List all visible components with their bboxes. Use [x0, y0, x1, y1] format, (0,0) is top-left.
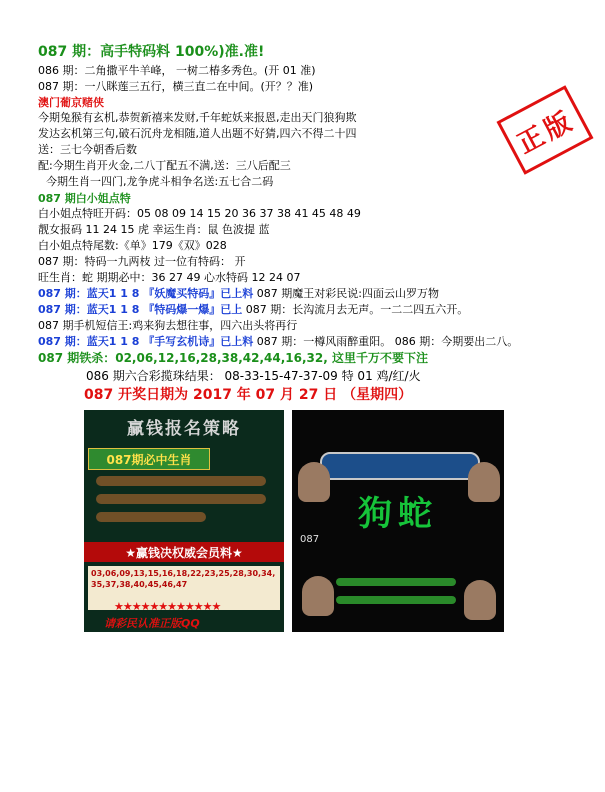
white-line-5: 旺生肖：蛇 期期必中：36 27 49 心水特码 12 24 07: [38, 271, 301, 284]
macau-line-2: 发达玄机第三句,破石沉舟龙相随,道人出题不好猜,四六不得二十四: [38, 127, 357, 140]
mixed-line-2: [38, 303, 468, 317]
line-087-poem: 087 期：一八眯莲三五行，横三直二在中间。(开？？准): [38, 80, 314, 93]
mixed-line-2-black: 087 期：长沟流月去无声。一二二四五六开。: [242, 303, 469, 316]
sms-line: 087 期手机短信王:鸡来狗去想往事，四六出头将再行: [38, 319, 298, 332]
white-line-4: 087 期：特码一九两枝 过一位有特码： 开: [38, 255, 246, 268]
mixed-line-2-blue: 087 期：蓝天1 1 8 『特码爆一爆』已上: [38, 303, 243, 316]
macau-line-1: 今期兔猴有玄机,恭贺新禧来发财,千年蛇妖来报恩,走出天门狼狗欺: [38, 111, 357, 124]
macau-line-4: 配:今期生肖开火金,二八丁配五不满,送：三八后配三: [38, 159, 291, 172]
portrait-image: [302, 576, 334, 616]
page-title: 087 期：高手特码料 100%)准.准!: [38, 44, 265, 60]
kill-line: 087 期铁杀：02,06,12,16,28,38,42,44,16,32, 这里千万不要下注: [38, 351, 428, 365]
banner-left-green-box: 087期必中生肖: [88, 448, 210, 470]
handwriting-decoration: [336, 578, 456, 586]
mixed-line-1-black: 087 期魔王对彩民说:四面云山罗万物: [253, 287, 439, 300]
banner-left-numbers: 03,06,09,13,15,16,18,22,23,25,28,30,34,35,37,38,40,45,46,47: [88, 566, 280, 610]
result-line: 086 期六合彩揽珠结果： 08-33-15-47-37-09 特 01 鸡/红/火: [86, 369, 421, 383]
mixed-line-1: [38, 287, 439, 301]
banner-left-stars: ★★★★★★★★★★★★: [114, 600, 221, 613]
white-line-1: 白小姐点特旺开码：05 08 09 14 15 20 36 37 38 41 45 48 49: [38, 207, 361, 220]
mixed-line-4-black: 087 期：一樽风雨醉重阳。 086 期：今期要出二八。: [253, 335, 519, 348]
banner-left-bottom: 请彩民认准正版QQ: [104, 617, 200, 630]
banner-right: [292, 410, 504, 632]
handwriting-decoration: [336, 596, 456, 604]
white-header: 087 期白小姐点特: [38, 192, 131, 205]
macau-line-5: 今期生肖一四门,龙争虎斗相争名送:五七合二码: [46, 175, 274, 188]
mixed-line-4: [38, 335, 518, 349]
banner-left-title: 赢钱报名策略: [127, 419, 241, 439]
handwriting-decoration: [96, 512, 206, 522]
banner-right-top-badge: [320, 452, 480, 480]
handwriting-decoration: [96, 494, 266, 504]
draw-date: 087 开奖日期为 2017 年 07 月 27 日 （星期四）: [84, 387, 413, 403]
mixed-line-1-blue: 087 期：蓝天1 1 8 『妖魔买特码』已上料: [38, 287, 254, 300]
portrait-image: [464, 580, 496, 620]
white-line-2: 靓女报码 11 24 15 虎 幸运生肖：鼠 色波提 蓝: [38, 223, 270, 236]
line-086-poem: 086 期：二角撒平牛羊峰， 一树二椿多秀色。(开 01 准): [38, 64, 316, 77]
banner-right-period: 087: [300, 534, 320, 545]
banner-right-main: 狗蛇: [358, 494, 438, 534]
white-line-3: 白小姐点特尾数:《单》179《双》028: [38, 239, 227, 252]
mixed-line-4-blue: 087 期：蓝天1 1 8 『手写玄机诗』已上料: [38, 335, 254, 348]
banner-left: [84, 410, 284, 632]
authentic-stamp: 正版: [496, 85, 593, 175]
banner-left-red-band: ★赢钱决权威会员料★: [84, 542, 284, 562]
handwriting-decoration: [96, 476, 266, 486]
macau-line-3: 送：三七今朝香后数: [38, 143, 137, 156]
macau-header: 澳门葡京赌侠: [38, 96, 104, 109]
